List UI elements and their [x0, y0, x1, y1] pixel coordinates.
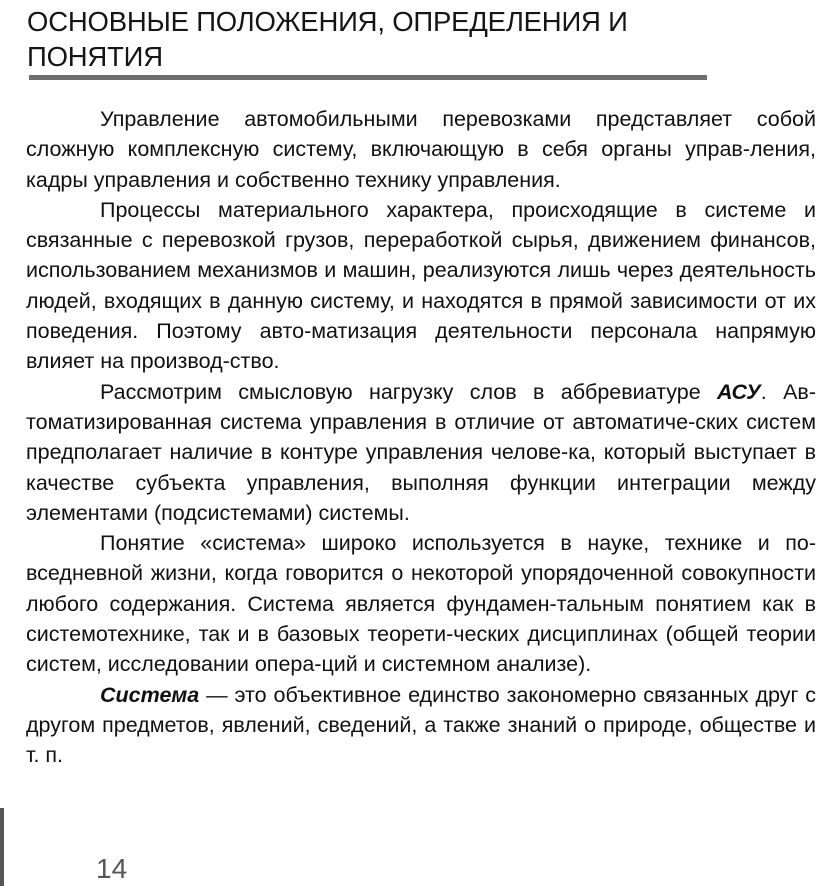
paragraph-5-end: — это объективное единство закономерно связанных друг с другом предметов, явлений, сведений, а также знаний о природе, обществе и т. п.	[26, 682, 816, 768]
term-system: Система	[100, 682, 200, 707]
margin-bar	[0, 808, 4, 886]
paragraph-3-end: . Ав-томатизированная система управления в отличие от автоматиче-ских систем предполагает наличие в контуре управления челове-ка, который выступает в качестве субъекта управления, выполняя функции интеграции между элементами (подсистемами) системы.	[26, 379, 816, 525]
paragraph-2: Процессы материального характера, происходящие в системе и связанные с перевозкой грузов, переработкой сырья, движением финансов, использованием механизмов и машин, реализуются лишь через деятельность людей, входящих в данную систему, и находятся в прямой зависимости от их поведения. Поэтому авто-матизация деятельности персонала напрямую влияет на производ-ство.	[26, 197, 816, 374]
term-asu: АСУ	[717, 379, 761, 404]
heading-line-2: ПОНЯТИЯ	[27, 41, 163, 72]
heading-line-1: ОСНОВНЫЕ ПОЛОЖЕНИЯ, ОПРЕДЕЛЕНИЯ И	[27, 6, 628, 37]
paragraph-3	[26, 377, 816, 528]
heading-underline	[29, 75, 707, 80]
paragraph-4: Понятие «система» широко используется в науке, технике и по-вседневной жизни, когда говорится о некоторой упорядоченной совокупности любого содержания. Система является фундамен-тальным понятием как в системотехнике, так и в базовых теорети-ческих дисциплинах (общей теории систем, исследовании опера-ций и системном анализе).	[26, 531, 816, 677]
paragraph-1: Управление автомобильными перевозками представляет собой сложную комплексную систему, включающую в себя органы управ-ления, кадры управления и собственно технику управления.	[26, 107, 816, 192]
page-number: 14	[96, 853, 128, 884]
paragraph-5	[26, 680, 816, 771]
paragraph-3-start: Рассмотрим смысловую нагрузку слов в аббревиатуре	[100, 379, 718, 404]
page-heading	[27, 4, 767, 74]
body-text	[26, 104, 816, 771]
